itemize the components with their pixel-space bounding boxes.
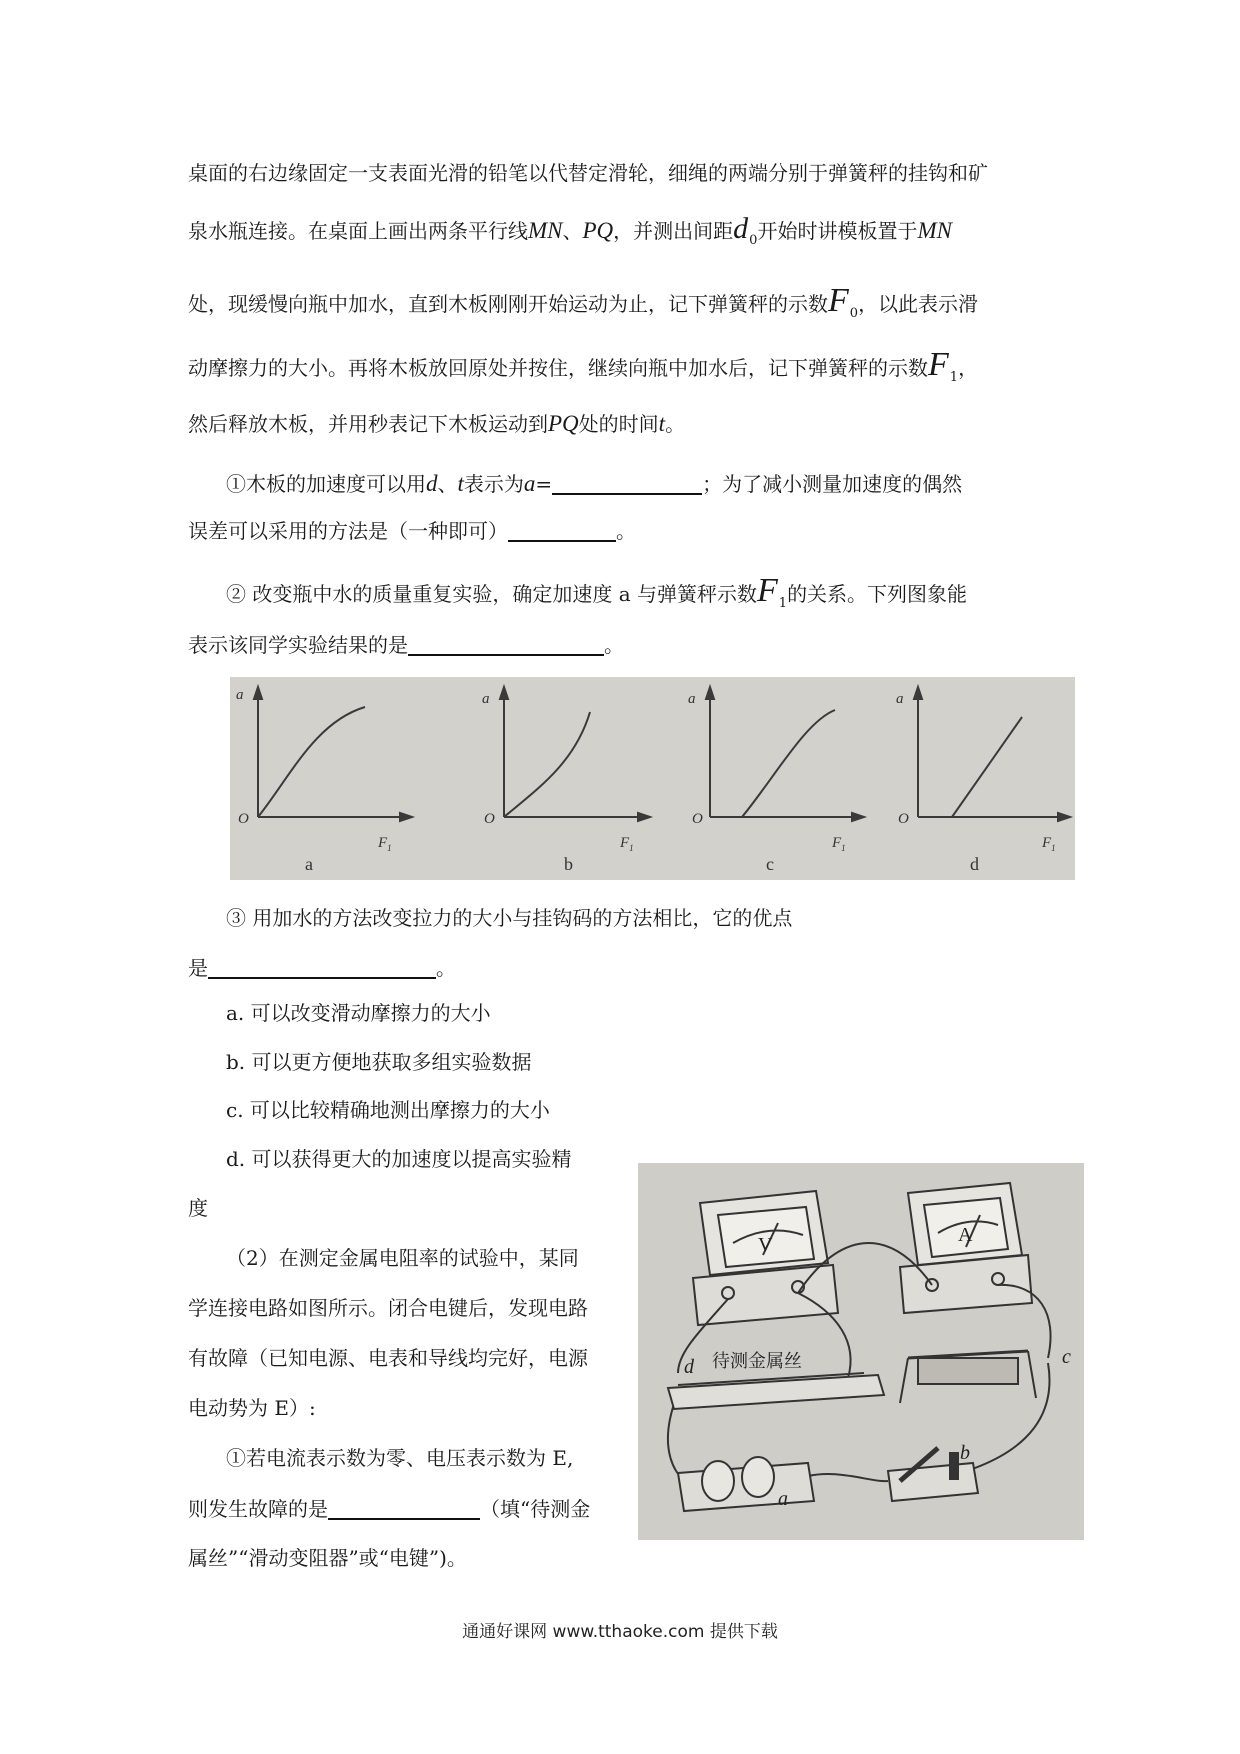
battery-cell bbox=[702, 1461, 734, 1501]
part2-line-2: 学连接电路如图所示。闭合电键后，发现电路 bbox=[188, 1296, 588, 1320]
graph-d-origin: O bbox=[898, 811, 909, 827]
q3-option-a: a. 可以改变滑动摩擦力的大小 bbox=[226, 1001, 491, 1025]
metal-wire-label: 待测金属丝 bbox=[712, 1351, 802, 1372]
part2-line-5: ①若电流表示数为零、电压表示数为 E, bbox=[226, 1446, 574, 1470]
graph-b-x-label: $F_1$ bbox=[620, 835, 634, 853]
part2-line-4: 电动势为 E）: bbox=[188, 1396, 316, 1420]
paragraph-line-1: 桌面的右边缘固定一支表面光滑的铅笔以代替定滑轮，细绳的两端分别于弹簧秤的挂钩和矿 bbox=[188, 161, 988, 185]
graph-d-x-label: $F_1$ bbox=[1042, 835, 1056, 853]
q3-line-1: ③ 用加水的方法改变拉力的大小与挂钩码的方法相比，它的优点 bbox=[226, 906, 793, 930]
graph-b-y-label: a bbox=[482, 691, 490, 707]
circuit-figure bbox=[638, 1163, 1084, 1540]
graph-d-caption: d bbox=[970, 854, 979, 874]
graph-c-y-label: a bbox=[688, 691, 696, 707]
graph-c-origin: O bbox=[692, 811, 703, 827]
terminal-c-label: c bbox=[1062, 1346, 1071, 1368]
paragraph-line-5: 然后释放木板，并用秒表记下木板运动到PQ处的时间t。 bbox=[188, 411, 686, 436]
q3-option-c: c. 可以比较精确地测出摩擦力的大小 bbox=[226, 1098, 550, 1122]
graph-a-y-label: a bbox=[236, 687, 244, 703]
switch-post bbox=[950, 1453, 958, 1479]
terminal-d-label: d bbox=[684, 1356, 694, 1378]
graph-a-origin: O bbox=[238, 811, 249, 827]
q3-option-d-line-1: d. 可以获得更大的加速度以提高实验精 bbox=[226, 1147, 572, 1171]
graph-c-x-label: $F_1$ bbox=[832, 835, 846, 853]
graph-c-caption: c bbox=[766, 854, 774, 874]
page-footer: 通通好课网 www.tthaoke.com 提供下载 bbox=[462, 1622, 778, 1642]
part2-fault-blank[interactable] bbox=[328, 1498, 480, 1520]
q3-option-b: b. 可以更方便地获取多组实验数据 bbox=[226, 1050, 532, 1074]
q1-line-1: ①木板的加速度可以用d、t表示为a= ；为了减小测量加速度的偶然 bbox=[226, 471, 963, 496]
q1-method-blank[interactable] bbox=[508, 520, 616, 542]
q3-line-2: 是 。 bbox=[188, 956, 456, 980]
q2-answer-blank[interactable] bbox=[408, 634, 604, 656]
part2-line-1: （2）在测定金属电阻率的试验中，某同 bbox=[226, 1246, 579, 1270]
rheostat-coil bbox=[918, 1358, 1018, 1384]
q1-acceleration-blank[interactable] bbox=[552, 473, 702, 495]
terminal-a-label: a bbox=[778, 1488, 788, 1510]
paragraph-line-2: 泉水瓶连接。在桌面上画出两条平行线MN、PQ，并测出间距$d_0$开始时讲模板置于MN bbox=[188, 212, 952, 248]
paragraph-line-3: 处，现缓慢向瓶中加水，直到木板刚刚开始运动为止，记下弹簧秤的示数$F_0$，以此表示滑 bbox=[188, 282, 979, 321]
terminal-b-label: b bbox=[960, 1442, 970, 1464]
q2-line-1: ② 改变瓶中水的质量重复实验，确定加速度 a 与弹簧秤示数$F_1$的关系。下列图象能 bbox=[226, 572, 968, 611]
graph-a-x-label: $F_1$ bbox=[378, 835, 392, 853]
graph-b-origin: O bbox=[484, 811, 495, 827]
q2-line-2: 表示该同学实验结果的是 。 bbox=[188, 633, 624, 657]
q1-line-2: 误差可以采用的方法是（一种即可） 。 bbox=[188, 519, 636, 543]
ammeter-symbol: A bbox=[958, 1224, 973, 1246]
part2-line-7: 属丝”“滑动变阻器”或“电键”)。 bbox=[188, 1546, 467, 1570]
graph-d-y-label: a bbox=[896, 691, 904, 707]
part2-line-6: 则发生故障的是 （填“待测金 bbox=[188, 1497, 591, 1521]
voltmeter-symbol: V bbox=[758, 1234, 773, 1256]
q3-answer-blank[interactable] bbox=[208, 957, 436, 979]
part2-line-3: 有故障（已知电源、电表和导线均完好，电源 bbox=[188, 1346, 588, 1370]
graph-options-figure bbox=[230, 677, 1075, 880]
q3-option-d-line-2: 度 bbox=[188, 1196, 208, 1220]
graph-b-caption: b bbox=[564, 854, 573, 874]
battery-cell bbox=[742, 1457, 774, 1497]
graph-a-caption: a bbox=[305, 854, 313, 874]
paragraph-line-4: 动摩擦力的大小。再将木板放回原处并按住，继续向瓶中加水后，记下弹簧秤的示数$F_1$， bbox=[188, 346, 979, 385]
